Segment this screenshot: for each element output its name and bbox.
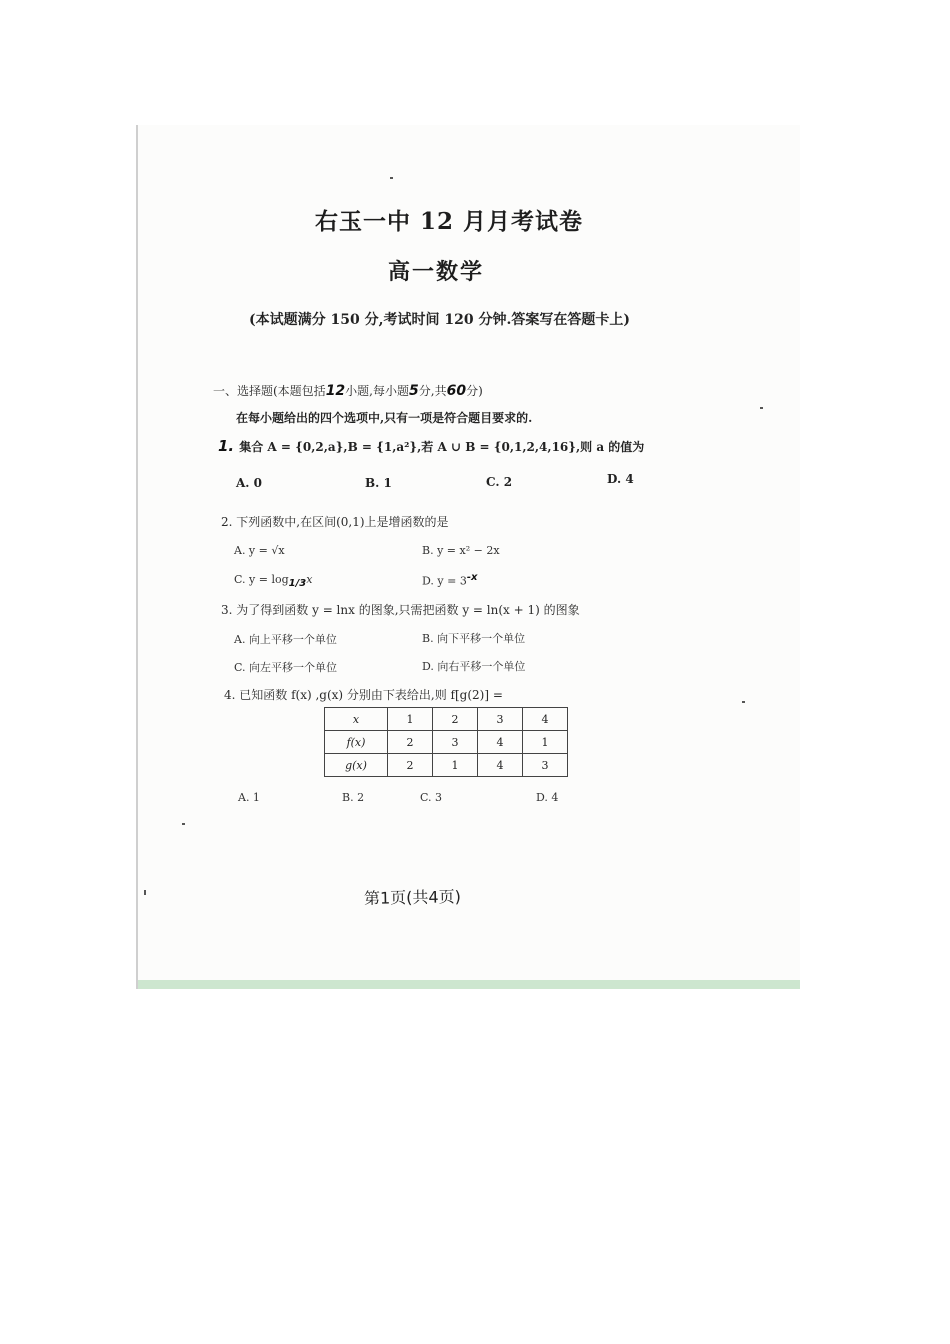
question-1-number: 1.	[218, 437, 235, 455]
question-1-option-d: D. 4	[607, 472, 634, 486]
question-3-text: 为了得到函数 y = lnx 的图象,只需把函数 y = ln(x + 1) 的图象	[236, 603, 580, 617]
scan-speck	[390, 177, 393, 179]
table-row-x	[325, 708, 568, 731]
table-cell: 1	[523, 731, 568, 754]
exam-instructions: (本试题满分 150 分,考试时间 120 分钟.答案写在答题卡上)	[249, 312, 630, 328]
question-2-option-a: A. y = √x	[234, 544, 285, 557]
question-2-option-d-exponent: -x	[466, 572, 478, 583]
question-4	[224, 686, 503, 703]
question-2-text: 下列函数中,在区间(0,1)上是增函数的是	[236, 515, 449, 529]
scan-speck	[144, 890, 146, 895]
question-3-option-a: A. 向上平移一个单位	[234, 633, 337, 646]
table-cell: 4	[478, 754, 523, 777]
table-header-cell: x	[325, 708, 388, 731]
question-2-option-c-base: 1/3	[288, 578, 307, 590]
question-2-option-d	[422, 572, 477, 588]
section-heading-prefix: 一、选择题(本题包括	[213, 384, 326, 398]
section-heading-suffix: 分)	[466, 384, 483, 398]
question-4-option-d: D. 4	[536, 791, 559, 804]
section-heading-mid1: 小题,每小题	[345, 384, 409, 398]
exam-title: 右玉一中 12 月月考试卷	[315, 208, 584, 235]
table-header-cell: 4	[523, 708, 568, 731]
section-heading-mid2: 分,共	[418, 384, 447, 398]
function-table	[324, 707, 568, 777]
question-4-option-c: C. 3	[420, 791, 443, 804]
table-cell: 2	[388, 731, 433, 754]
question-1-option-c: C. 2	[486, 475, 513, 489]
question-4-number: 4.	[224, 688, 236, 702]
table-cell: g(x)	[325, 754, 388, 777]
table-row-f	[325, 731, 568, 754]
table-cell: f(x)	[325, 731, 388, 754]
question-2-option-c	[234, 573, 312, 589]
table-cell: 3	[433, 731, 478, 754]
question-1-option-b: B. 1	[365, 476, 392, 490]
handwritten-question-count: 12	[325, 383, 346, 399]
question-3-option-d: D. 向右平移一个单位	[422, 660, 526, 673]
handwritten-points-each: 5	[409, 383, 419, 399]
table-cell: 1	[433, 754, 478, 777]
question-4-option-a: A. 1	[238, 791, 260, 804]
question-3	[221, 601, 580, 618]
scan-speck	[182, 823, 185, 825]
question-1-option-a: A. 0	[236, 476, 263, 490]
exam-subject: 高一数学	[388, 259, 485, 285]
scanned-page	[136, 125, 800, 989]
scan-speck	[742, 701, 745, 703]
question-3-number: 3.	[221, 603, 233, 617]
table-header-cell: 3	[478, 708, 523, 731]
table-header-cell: 1	[388, 708, 433, 731]
page-footer: 第1页(共4页)	[363, 887, 462, 908]
table-cell: 3	[523, 754, 568, 777]
section-heading	[213, 382, 483, 399]
scan-bottom-border	[138, 980, 800, 989]
question-4-option-b: B. 2	[342, 791, 365, 804]
question-2-number: 2.	[221, 515, 233, 529]
section-intro: 在每小题给出的四个选项中,只有一项是符合题目要求的.	[236, 411, 533, 425]
question-1	[218, 436, 644, 455]
question-2-option-c-arg: x	[306, 573, 313, 586]
question-2-option-c-label: C. y = log	[234, 573, 289, 586]
scan-speck	[760, 407, 763, 409]
question-2-option-d-label: D. y = 3	[422, 574, 467, 588]
question-2-option-b: B. y = x² − 2x	[422, 544, 500, 557]
table-header-cell: 2	[433, 708, 478, 731]
table-cell: 2	[388, 754, 433, 777]
question-3-option-b: B. 向下平移一个单位	[422, 632, 526, 645]
question-1-text: 集合 A = {0,2,a},B = {1,a²},若 A ∪ B = {0,1,2,4,16},则 a 的值为	[239, 440, 645, 454]
table-row-g	[325, 754, 568, 777]
question-3-option-c: C. 向左平移一个单位	[234, 661, 338, 674]
question-4-text: 已知函数 f(x) ,g(x) 分别由下表给出,则 f[g(2)] =	[239, 688, 503, 702]
table-cell: 4	[478, 731, 523, 754]
handwritten-total-points: 60	[446, 383, 467, 399]
question-2	[221, 513, 449, 530]
